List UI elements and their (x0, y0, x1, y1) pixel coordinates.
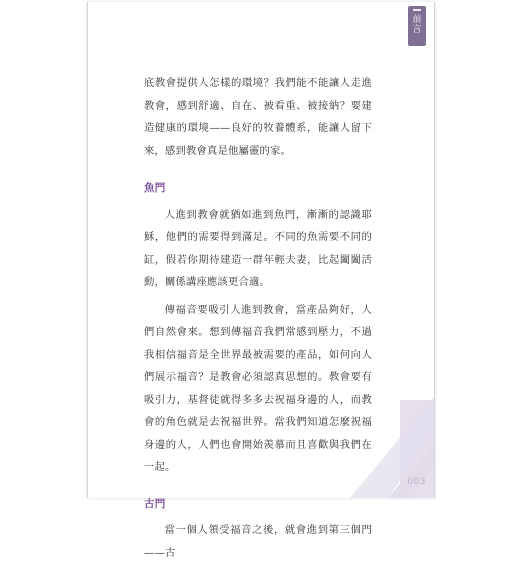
paragraph-3: 傳福音要吸引人進到教會，當產品夠好，人們自然會來。想到傳福音我們常感到壓力，不過我相信福音是全世界最被需要的產品，如何向人們展示福音？是教會必須認真思想的。教會要有吸引力，基督徒就得多多去祝福身邊的人，而教會的角色就是去祝福世界。當我們知道怎麼祝福身邊的人，人們也會開始羨慕而且喜歡與我們在一起。 (144, 303, 372, 473)
body-text (144, 72, 372, 564)
section-heading-fish-gate: 魚門 (144, 182, 166, 194)
paragraph-1: 底教會提供人怎樣的環境？我們能不能讓人走進教會，感到舒適、自在、被看重、被接納？要建造健康的環境——良好的牧養體系，能讓人留下來，感到教會真是他屬靈的家。 (144, 77, 372, 157)
side-tab-char-2: 言 (412, 25, 422, 35)
book-page (87, 2, 435, 559)
section-heading-old-gate: 古門 (144, 497, 166, 510)
page-number: 003 (407, 477, 426, 487)
paragraph-4: 當一個人領受福音之後，就會進到第三個門——古 (144, 524, 372, 559)
side-tab-char-1: 前 (412, 15, 422, 25)
paragraph-2: 人進到教會就猶如進到魚門，漸漸的認識耶穌，他們的需要得到滿足。不同的魚需要不同的缸，假若你期待建造一群年輕夫妻，比起闔闔活動，關係講座應該更合適。 (144, 208, 372, 288)
